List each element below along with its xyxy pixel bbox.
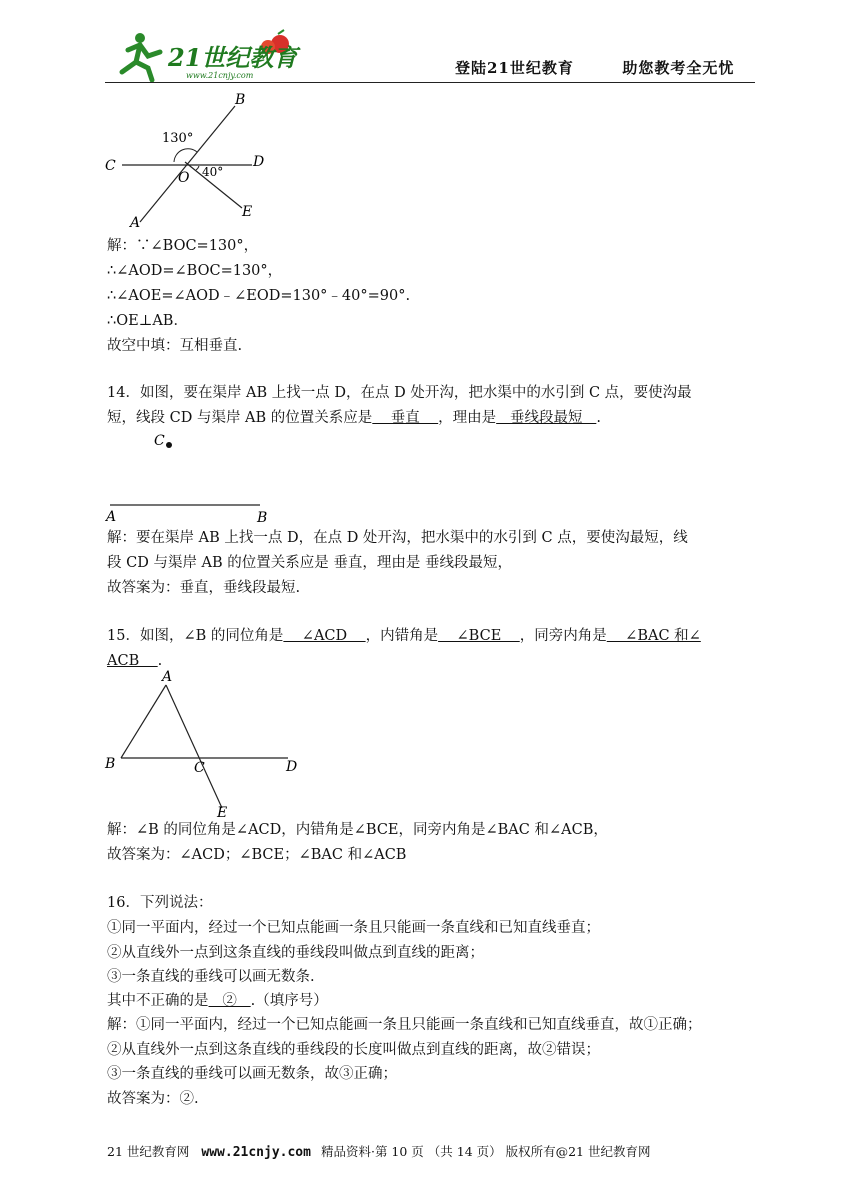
q14-question-line-2: 短，线段 CD 与渠岸 AB 的位置关系应是 垂直 ，理由是 垂线段最短 . <box>107 410 601 426</box>
fig13-label-o: O <box>178 170 190 186</box>
q14-solution-line-1: 解：要在渠岸 AB 上找一点 D，在点 D 处开沟，把水渠中的水引到 C 点，要使沟最短，线 <box>107 530 688 546</box>
header-slogan-2: 助您教考全无忧 <box>622 59 735 77</box>
q13-solution-line-1: 解：∵∠BOC=130°， <box>107 238 259 254</box>
fig13-label-e: E <box>242 204 253 220</box>
fig15-label-d: D <box>286 759 298 775</box>
header-slogan <box>455 57 734 78</box>
fig14-label-a: A <box>106 509 117 525</box>
q14-answer-blank-1: 垂直 <box>372 410 439 426</box>
q14-answer-blank-2: 垂线段最短 <box>496 410 597 426</box>
q14-question-line-1: 14．如图，要在渠岸 AB 上找一点 D，在点 D 处开沟，把水渠中的水引到 C 点，要使沟最 <box>107 385 692 401</box>
q16-solution-line-2: ②从直线外一点到这条直线的垂线段的长度叫做点到直线的距离，故②错误； <box>107 1042 600 1058</box>
fig13-label-c: C <box>105 158 116 174</box>
q13-solution-line-4: ∴OE⊥AB． <box>107 313 188 329</box>
fig13-label-a: A <box>130 215 141 231</box>
header-rule <box>105 82 755 83</box>
q16-answer-blank: ② <box>208 993 251 1009</box>
q16-solution-line-1: 解：①同一平面内，经过一个已知点能画一条且只能画一条直线和已知直线垂直，故①正确； <box>107 1017 702 1033</box>
footer-left: 21 世纪教育网 <box>107 1144 190 1159</box>
page-footer <box>107 1142 650 1160</box>
triangle-figure-q15 <box>100 665 320 825</box>
q15-question-line-2: ACB . <box>107 653 163 669</box>
fig15-label-a: A <box>162 669 173 685</box>
q15-solution-line-2: 故答案为：∠ACD；∠BCE；∠BAC 和∠ACB <box>107 847 407 863</box>
fig13-angle-130: 130° <box>162 131 194 146</box>
q14-solution-line-2: 段 CD 与渠岸 AB 的位置关系应是 垂直，理由是 垂线段最短， <box>107 555 512 571</box>
footer-site-link[interactable]: www.21cnjy.com <box>201 1145 311 1160</box>
fig14-label-b: B <box>257 510 268 525</box>
q16-line-4: ③一条直线的垂线可以画无数条. <box>107 969 315 985</box>
q15-answer-blank-2: ∠BCE <box>438 628 520 644</box>
footer-right: 精品资料·第 10 页 （共 14 页） 版权所有@21 世纪教育网 <box>320 1144 651 1159</box>
q15-answer-blank-3: ∠BAC 和∠ <box>606 628 701 644</box>
header-slogan-1: 登陆21世纪教育 <box>455 59 574 77</box>
q16-line-5: 其中不正确的是 ② .（填序号） <box>107 993 328 1009</box>
q13-solution-line-2: ∴∠AOD=∠BOC=130°， <box>107 263 283 279</box>
site-logo <box>108 28 308 88</box>
canal-figure-q14 <box>100 425 280 525</box>
q16-line-3: ②从直线外一点到这条直线的垂线段叫做点到直线的距离； <box>107 945 484 961</box>
fig13-angle-40: 40° <box>202 165 224 179</box>
q13-solution-line-3: ∴∠AOE=∠AOD﹣∠EOD=130°﹣40°=90°. <box>107 288 411 304</box>
page-header <box>0 0 860 90</box>
q15-solution-line-1: 解：∠B 的同位角是∠ACD，内错角是∠BCE，同旁内角是∠BAC 和∠ACB， <box>107 822 608 838</box>
q16-solution-line-3: ③一条直线的垂线可以画无数条，故③正确； <box>107 1066 397 1082</box>
angle-figure-q13 <box>100 90 300 240</box>
fig13-label-b: B <box>235 92 246 108</box>
q16-solution-line-4: 故答案为：②. <box>107 1091 199 1107</box>
fig15-label-c: C <box>194 760 205 776</box>
q13-solution-line-5: 故空中填：互相垂直. <box>107 338 243 354</box>
fig14-label-c: C <box>154 433 165 449</box>
svg-text:www.21cnjy.com: www.21cnjy.com <box>186 71 254 80</box>
fig15-label-b: B <box>105 756 116 772</box>
q16-line-2: ①同一平面内，经过一个已知点能画一条且只能画一条直线和已知直线垂直； <box>107 920 600 936</box>
svg-text:21世纪教育: 21世纪教育 <box>168 43 298 72</box>
q15-answer-blank-1: ∠ACD <box>283 628 366 644</box>
fig13-label-d: D <box>253 154 265 170</box>
q16-line-1: 16．下列说法： <box>107 895 213 911</box>
q15-question-line-1: 15．如图，∠B 的同位角是 ∠ACD ，内错角是 ∠BCE ，同旁内角是 ∠BAC 和∠ <box>107 628 701 644</box>
fig15-label-e: E <box>217 805 228 821</box>
q14-solution-line-3: 故答案为：垂直，垂线段最短. <box>107 580 301 596</box>
